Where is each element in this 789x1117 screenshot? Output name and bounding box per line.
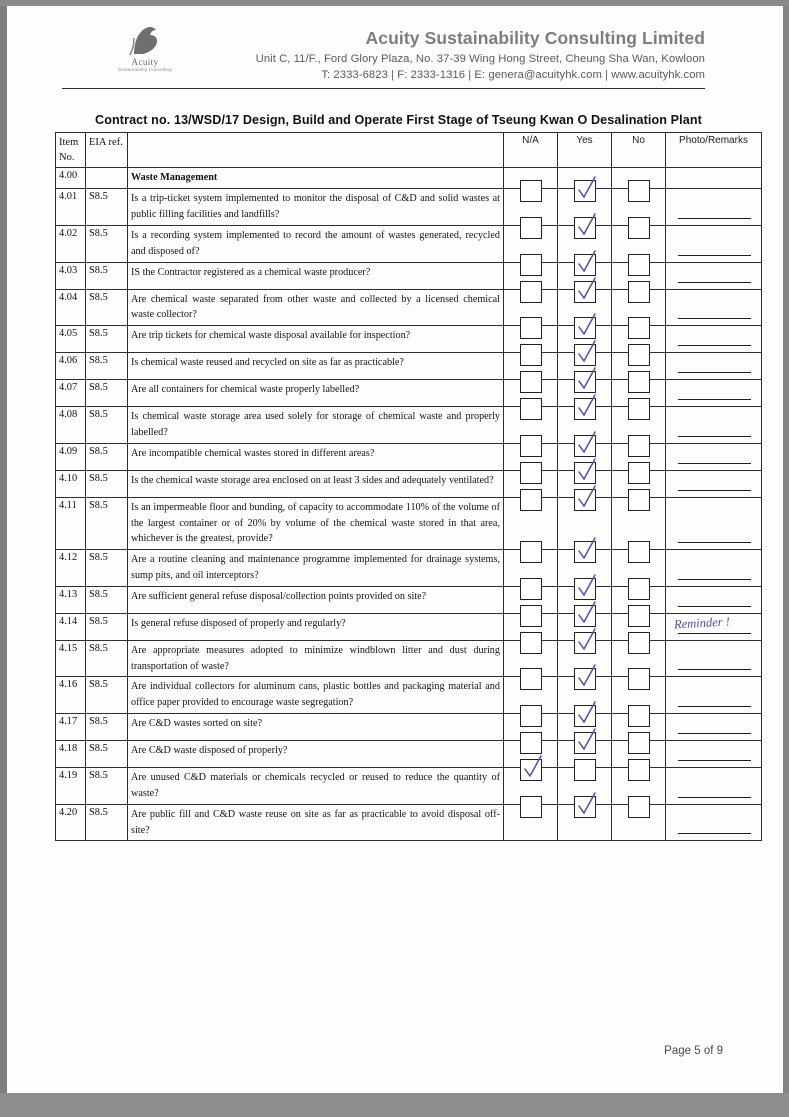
no-checkbox-cell[interactable] bbox=[612, 804, 666, 841]
row-question: Is a recording system implemented to record the amount of wastes generated, recycled and disposed of? bbox=[128, 225, 504, 262]
row-item-number: 4.08 bbox=[56, 407, 86, 444]
no-checkbox[interactable] bbox=[628, 462, 650, 484]
table-row bbox=[56, 714, 762, 741]
row-remarks-cell[interactable] bbox=[666, 714, 762, 741]
table-row bbox=[56, 804, 762, 841]
row-eia-ref: S8.5 bbox=[86, 497, 128, 549]
remarks-writing-line bbox=[678, 606, 751, 607]
remarks-writing-line bbox=[678, 542, 751, 543]
remarks-writing-line bbox=[678, 399, 751, 400]
row-question: Are sufficient general refuse disposal/collection points provided on site? bbox=[128, 586, 504, 613]
column-header-remarks: Photo/Remarks bbox=[666, 133, 762, 168]
remarks-writing-line bbox=[678, 733, 751, 734]
na-checkbox[interactable] bbox=[520, 217, 542, 239]
row-remarks-cell[interactable] bbox=[666, 380, 762, 407]
table-row bbox=[56, 289, 762, 326]
row-eia-ref: S8.5 bbox=[86, 326, 128, 353]
row-item-number: 4.11 bbox=[56, 497, 86, 549]
yes-checkbox[interactable] bbox=[574, 705, 596, 727]
row-question: Is a trip-ticket system implemented to monitor the disposal of C&D and solid wastes at public filling facilities and landfills? bbox=[128, 189, 504, 226]
scan-edge-left bbox=[0, 0, 7, 1117]
row-remarks-cell[interactable] bbox=[666, 353, 762, 380]
row-item-number: 4.03 bbox=[56, 262, 86, 289]
na-checkbox[interactable] bbox=[520, 398, 542, 420]
page-footer: Page 5 of 9 bbox=[664, 1045, 723, 1057]
row-question: Are appropriate measures adopted to minimize windblown litter and dust during transportation of waste? bbox=[128, 640, 504, 677]
yes-checkbox[interactable] bbox=[574, 732, 596, 754]
row-item-number: 4.14 bbox=[56, 613, 86, 640]
row-item-number: 4.17 bbox=[56, 714, 86, 741]
yes-checkbox[interactable] bbox=[574, 668, 596, 690]
section-number: 4.00 bbox=[56, 168, 86, 189]
remarks-writing-line bbox=[678, 282, 751, 283]
row-remarks-cell[interactable] bbox=[666, 640, 762, 677]
remarks-writing-line bbox=[678, 633, 751, 634]
row-remarks-cell[interactable] bbox=[666, 613, 762, 640]
yes-checkbox[interactable] bbox=[574, 796, 596, 818]
row-remarks-cell[interactable] bbox=[666, 677, 762, 714]
row-question: Are individual collectors for aluminum cans, plastic bottles and packaging material and office paper provided to encourage waste segregation? bbox=[128, 677, 504, 714]
na-checkbox[interactable] bbox=[520, 732, 542, 754]
yes-checkbox[interactable] bbox=[574, 578, 596, 600]
row-remarks-cell[interactable] bbox=[666, 804, 762, 841]
yes-checkbox[interactable] bbox=[574, 281, 596, 303]
table-row bbox=[56, 407, 762, 444]
na-checkbox[interactable] bbox=[520, 605, 542, 627]
row-eia-ref: S8.5 bbox=[86, 804, 128, 841]
scan-edge-right bbox=[783, 0, 789, 1117]
yes-checkbox[interactable] bbox=[574, 371, 596, 393]
no-checkbox[interactable] bbox=[628, 281, 650, 303]
row-question: Are public fill and C&D waste reuse on site as far as practicable to avoid disposal off-site? bbox=[128, 804, 504, 841]
remarks-writing-line bbox=[678, 345, 751, 346]
remarks-writing-line bbox=[678, 318, 751, 319]
na-checkbox[interactable] bbox=[520, 796, 542, 818]
row-item-number: 4.19 bbox=[56, 768, 86, 805]
no-checkbox[interactable] bbox=[628, 254, 650, 276]
remarks-writing-line bbox=[678, 490, 751, 491]
row-question: Are incompatible chemical wastes stored in different areas? bbox=[128, 443, 504, 470]
row-question: Is the chemical waste storage area enclosed on at least 3 sides and adequately ventilated? bbox=[128, 470, 504, 497]
yes-checkbox[interactable] bbox=[574, 489, 596, 511]
remarks-writing-line bbox=[678, 760, 751, 761]
row-item-number: 4.13 bbox=[56, 586, 86, 613]
row-item-number: 4.04 bbox=[56, 289, 86, 326]
logo-wordmark: Acuity bbox=[131, 57, 159, 67]
row-question: Are unused C&D materials or chemicals recycled or reused to reduce the quantity of waste? bbox=[128, 768, 504, 805]
row-eia-ref: S8.5 bbox=[86, 443, 128, 470]
section-label: Waste Management bbox=[128, 168, 504, 189]
yes-checkbox[interactable] bbox=[574, 344, 596, 366]
no-checkbox[interactable] bbox=[628, 759, 650, 781]
row-remarks-cell[interactable] bbox=[666, 189, 762, 226]
remarks-writing-line bbox=[678, 579, 751, 580]
na-checkbox[interactable] bbox=[520, 317, 542, 339]
row-eia-ref: S8.5 bbox=[86, 741, 128, 768]
page-title: Contract no. 13/WSD/17 Design, Build and Operate First Stage of Tseung Kwan O Desalination Plant bbox=[95, 113, 702, 127]
yes-checkbox[interactable] bbox=[574, 462, 596, 484]
no-checkbox[interactable] bbox=[628, 732, 650, 754]
table-row bbox=[56, 586, 762, 613]
row-remarks-cell[interactable] bbox=[666, 262, 762, 289]
remarks-writing-line bbox=[678, 797, 751, 798]
row-remarks-cell[interactable] bbox=[666, 550, 762, 587]
row-remarks-cell[interactable] bbox=[666, 741, 762, 768]
row-item-number: 4.12 bbox=[56, 550, 86, 587]
company-logo bbox=[110, 24, 180, 86]
no-checkbox[interactable] bbox=[628, 668, 650, 690]
row-question: Are a routine cleaning and maintenance programme implemented for drainage systems, sump pits, and oil interceptors? bbox=[128, 550, 504, 587]
na-checkbox[interactable] bbox=[520, 541, 542, 563]
row-remarks-cell[interactable] bbox=[666, 470, 762, 497]
table-row bbox=[56, 470, 762, 497]
yes-checkbox[interactable] bbox=[574, 254, 596, 276]
row-eia-ref: S8.5 bbox=[86, 768, 128, 805]
row-question: Are C&D waste disposed of properly? bbox=[128, 741, 504, 768]
row-eia-ref: S8.5 bbox=[86, 262, 128, 289]
na-checkbox[interactable] bbox=[520, 489, 542, 511]
row-question: Are C&D wastes sorted on site? bbox=[128, 714, 504, 741]
section-remarks-cell bbox=[666, 168, 762, 189]
no-checkbox[interactable] bbox=[628, 317, 650, 339]
no-checkbox[interactable] bbox=[628, 605, 650, 627]
table-row bbox=[56, 353, 762, 380]
table-row bbox=[56, 326, 762, 353]
remarks-writing-line bbox=[678, 218, 751, 219]
row-question: Are all containers for chemical waste properly labelled? bbox=[128, 380, 504, 407]
row-eia-ref: S8.5 bbox=[86, 407, 128, 444]
remarks-writing-line bbox=[678, 669, 751, 670]
row-eia-ref: S8.5 bbox=[86, 677, 128, 714]
no-checkbox[interactable] bbox=[628, 217, 650, 239]
na-checkbox[interactable] bbox=[520, 254, 542, 276]
column-header-question bbox=[128, 133, 504, 168]
company-name: Acuity Sustainability Consulting Limited bbox=[365, 28, 705, 48]
yes-checkbox[interactable] bbox=[574, 435, 596, 457]
row-remarks-cell[interactable] bbox=[666, 225, 762, 262]
row-remarks-cell[interactable] bbox=[666, 497, 762, 549]
na-checkbox[interactable] bbox=[520, 759, 542, 781]
no-checkbox[interactable] bbox=[628, 180, 650, 202]
row-eia-ref: S8.5 bbox=[86, 613, 128, 640]
na-checkbox-cell[interactable] bbox=[504, 804, 558, 841]
company-contact: T: 2333-6823 | F: 2333-1316 | E: genera@acuityhk.com | www.acuityhk.com bbox=[321, 69, 705, 82]
table-row bbox=[56, 550, 762, 587]
column-header-yes: Yes bbox=[558, 133, 612, 168]
na-checkbox[interactable] bbox=[520, 632, 542, 654]
row-remarks-cell[interactable] bbox=[666, 326, 762, 353]
section-row bbox=[56, 168, 762, 189]
table-row bbox=[56, 189, 762, 226]
yes-checkbox[interactable] bbox=[574, 180, 596, 202]
scan-edge-bottom bbox=[0, 1093, 789, 1117]
remarks-writing-line bbox=[678, 255, 751, 256]
row-remarks-cell[interactable] bbox=[666, 289, 762, 326]
table-row bbox=[56, 225, 762, 262]
row-eia-ref: S8.5 bbox=[86, 640, 128, 677]
remarks-writing-line bbox=[678, 372, 751, 373]
row-question: Is chemical waste reused and recycled on site as far as practicable? bbox=[128, 353, 504, 380]
logo-tagline: Sustainability Consulting bbox=[117, 67, 173, 72]
yes-checkbox[interactable] bbox=[574, 541, 596, 563]
no-checkbox[interactable] bbox=[628, 371, 650, 393]
column-header-eia: EIA ref. bbox=[86, 133, 128, 168]
row-eia-ref: S8.5 bbox=[86, 225, 128, 262]
table-row bbox=[56, 677, 762, 714]
yes-checkbox[interactable] bbox=[574, 605, 596, 627]
column-header-no: No bbox=[612, 133, 666, 168]
table-header-row bbox=[56, 133, 762, 168]
yes-checkbox[interactable] bbox=[574, 759, 596, 781]
no-checkbox[interactable] bbox=[628, 435, 650, 457]
na-checkbox[interactable] bbox=[520, 578, 542, 600]
bird-logo-icon bbox=[124, 24, 166, 56]
no-checkbox[interactable] bbox=[628, 344, 650, 366]
row-eia-ref: S8.5 bbox=[86, 289, 128, 326]
table-row bbox=[56, 380, 762, 407]
na-checkbox[interactable] bbox=[520, 344, 542, 366]
table-row bbox=[56, 613, 762, 640]
row-eia-ref: S8.5 bbox=[86, 353, 128, 380]
row-question: Is general refuse disposed of properly and regularly? bbox=[128, 613, 504, 640]
yes-checkbox[interactable] bbox=[574, 317, 596, 339]
row-question: Are chemical waste separated from other waste and collected by a licensed chemical waste collector? bbox=[128, 289, 504, 326]
row-question: Is chemical waste storage area used solely for storage of chemical waste and properly labelled? bbox=[128, 407, 504, 444]
yes-checkbox[interactable] bbox=[574, 217, 596, 239]
no-checkbox[interactable] bbox=[628, 578, 650, 600]
row-item-number: 4.20 bbox=[56, 804, 86, 841]
yes-checkbox[interactable] bbox=[574, 398, 596, 420]
column-header-item: Item No. bbox=[56, 133, 86, 168]
no-checkbox[interactable] bbox=[628, 489, 650, 511]
remarks-writing-line bbox=[678, 833, 751, 834]
section-eia bbox=[86, 168, 128, 189]
row-eia-ref: S8.5 bbox=[86, 189, 128, 226]
table-row bbox=[56, 640, 762, 677]
row-question: IS the Contractor registered as a chemical waste producer? bbox=[128, 262, 504, 289]
row-remarks-cell[interactable] bbox=[666, 586, 762, 613]
table-row bbox=[56, 262, 762, 289]
row-item-number: 4.06 bbox=[56, 353, 86, 380]
table-row bbox=[56, 741, 762, 768]
row-eia-ref: S8.5 bbox=[86, 550, 128, 587]
table-row bbox=[56, 443, 762, 470]
no-checkbox[interactable] bbox=[628, 541, 650, 563]
column-header-na: N/A bbox=[504, 133, 558, 168]
row-item-number: 4.02 bbox=[56, 225, 86, 262]
na-checkbox[interactable] bbox=[520, 462, 542, 484]
na-checkbox[interactable] bbox=[520, 705, 542, 727]
no-checkbox[interactable] bbox=[628, 398, 650, 420]
row-item-number: 4.07 bbox=[56, 380, 86, 407]
row-item-number: 4.09 bbox=[56, 443, 86, 470]
no-checkbox[interactable] bbox=[628, 705, 650, 727]
row-eia-ref: S8.5 bbox=[86, 714, 128, 741]
row-question: Are trip tickets for chemical waste disposal available for inspection? bbox=[128, 326, 504, 353]
table-row bbox=[56, 497, 762, 549]
row-item-number: 4.05 bbox=[56, 326, 86, 353]
document-sheet bbox=[7, 6, 783, 1093]
row-item-number: 4.10 bbox=[56, 470, 86, 497]
na-checkbox[interactable] bbox=[520, 668, 542, 690]
row-remarks-cell[interactable] bbox=[666, 443, 762, 470]
header-divider bbox=[62, 88, 705, 89]
row-question: Is an impermeable floor and bunding, of capacity to accommodate 110% of the volume of the largest container or of 20% by volume of the chemical waste stored in that area, whichever is the greatest, provide? bbox=[128, 497, 504, 549]
no-checkbox[interactable] bbox=[628, 632, 650, 654]
no-checkbox[interactable] bbox=[628, 796, 650, 818]
na-checkbox[interactable] bbox=[520, 435, 542, 457]
remarks-writing-line bbox=[678, 706, 751, 707]
row-remarks-cell[interactable] bbox=[666, 768, 762, 805]
row-eia-ref: S8.5 bbox=[86, 380, 128, 407]
na-checkbox[interactable] bbox=[520, 281, 542, 303]
document-header bbox=[7, 6, 783, 106]
remarks-writing-line bbox=[678, 436, 751, 437]
na-checkbox[interactable] bbox=[520, 371, 542, 393]
table-row bbox=[56, 768, 762, 805]
row-eia-ref: S8.5 bbox=[86, 586, 128, 613]
remarks-writing-line bbox=[678, 463, 751, 464]
na-checkbox[interactable] bbox=[520, 180, 542, 202]
row-remarks-cell[interactable] bbox=[666, 407, 762, 444]
row-eia-ref: S8.5 bbox=[86, 470, 128, 497]
table-body bbox=[56, 168, 762, 841]
checklist-table bbox=[55, 132, 762, 841]
company-address: Unit C, 11/F., Ford Glory Plaza, No. 37-39 Wing Hong Street, Cheung Sha Wan, Kowloon bbox=[255, 53, 705, 66]
row-item-number: 4.01 bbox=[56, 189, 86, 226]
handwritten-remark: Reminder ! bbox=[673, 614, 731, 632]
yes-checkbox[interactable] bbox=[574, 632, 596, 654]
yes-checkbox-cell[interactable] bbox=[558, 804, 612, 841]
row-item-number: 4.16 bbox=[56, 677, 86, 714]
row-item-number: 4.18 bbox=[56, 741, 86, 768]
row-item-number: 4.15 bbox=[56, 640, 86, 677]
